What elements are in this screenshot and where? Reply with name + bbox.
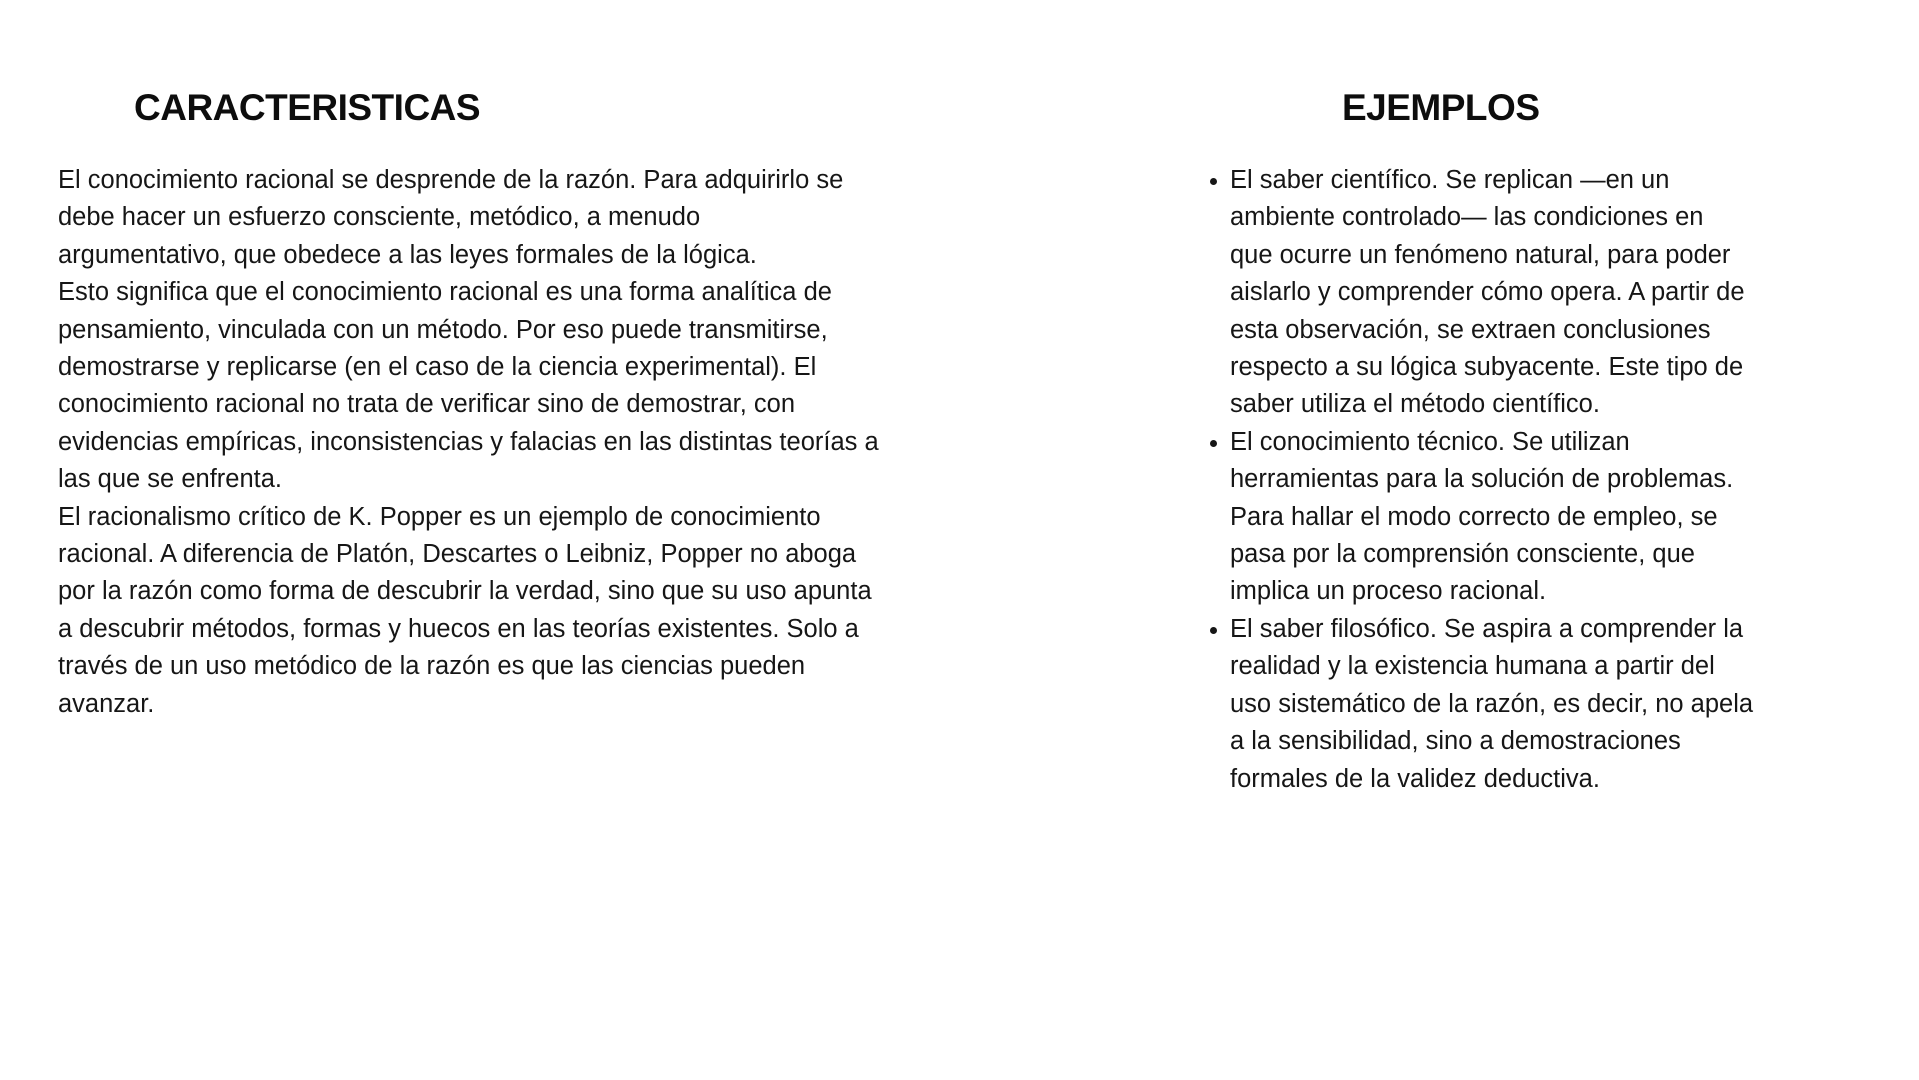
examples-heading: EJEMPLOS [1342, 87, 1540, 128]
bullet-icon [1210, 440, 1217, 447]
text-line: argumentativo, que obedece a las leyes formales de la lógica. [58, 240, 757, 269]
characteristics-heading: CARACTERISTICAS [134, 87, 481, 128]
text-line: realidad y la existencia humana a partir del [1230, 652, 1715, 681]
text-line: El saber científico. Se replican —en un [1230, 166, 1670, 194]
text-line: aislarlo y comprender cómo opera. A partir de [1230, 278, 1745, 307]
text-line: esta observación, se extraen conclusiones [1230, 315, 1711, 344]
text-line: El saber filosófico. Se aspira a comprender la [1230, 614, 1744, 643]
paragraph-2 [58, 274, 1058, 498]
text-line: pensamiento, vinculada con un método. Por eso puede transmitirse, [58, 315, 828, 344]
text-line: demostrarse y replicarse (en el caso de la ciencia experimental). El [58, 353, 817, 382]
text-line: avanzar. [58, 689, 155, 718]
list-item [1210, 162, 1910, 424]
examples-list [1210, 162, 1910, 798]
text-line: saber utiliza el método científico. [1230, 390, 1600, 419]
text-line: conocimiento racional no trata de verificar sino de demostrar, con [58, 390, 796, 419]
text-line: que ocurre un fenómeno natural, para poder [1230, 240, 1731, 269]
text-line: las que se enfrenta. [58, 465, 282, 494]
text-line: implica un proceso racional. [1230, 577, 1547, 606]
text-line: pasa por la comprensión consciente, que [1230, 540, 1695, 569]
text-line: formales de la validez deductiva. [1230, 764, 1600, 793]
text-line: Esto significa que el conocimiento racional es una forma analítica de [58, 278, 832, 307]
text-line: Para hallar el modo correcto de empleo, se [1230, 502, 1718, 531]
text-line: a descubrir métodos, formas y huecos en las teorías existentes. Solo a [58, 614, 859, 643]
text-line: ambiente controlado— las condiciones en [1230, 203, 1704, 232]
text-line: evidencias empíricas, inconsistencias y falacias en las distintas teorías a [58, 427, 879, 456]
text-line: uso sistemático de la razón, es decir, no apela [1230, 689, 1754, 718]
text-line: El conocimiento técnico. Se utilizan [1230, 427, 1630, 456]
text-line: debe hacer un esfuerzo consciente, metódico, a menudo [58, 203, 701, 232]
characteristics-text [58, 162, 1058, 723]
list-item [1210, 611, 1910, 798]
bullet-icon [1210, 178, 1217, 185]
text-line: El conocimiento racional se desprende de la razón. Para adquirirlo se [58, 166, 844, 194]
paragraph-1 [58, 162, 1058, 274]
text-line: racional. A diferencia de Platón, Descartes o Leibniz, Popper no aboga [58, 540, 857, 569]
text-line: a la sensibilidad, sino a demostraciones [1230, 727, 1681, 756]
text-line: respecto a su lógica subyacente. Este tipo de [1230, 353, 1744, 382]
list-item [1210, 424, 1910, 611]
text-line: por la razón como forma de descubrir la verdad, sino que su uso apunta [58, 577, 872, 606]
text-line: El racionalismo crítico de K. Popper es un ejemplo de conocimiento [58, 502, 821, 531]
examples-list-container [1210, 162, 1910, 798]
text-line: través de un uso metódico de la razón es que las ciencias pueden [58, 652, 806, 681]
bullet-icon [1210, 627, 1217, 634]
paragraph-3 [58, 499, 1058, 723]
text-line: herramientas para la solución de problemas. [1230, 465, 1734, 494]
